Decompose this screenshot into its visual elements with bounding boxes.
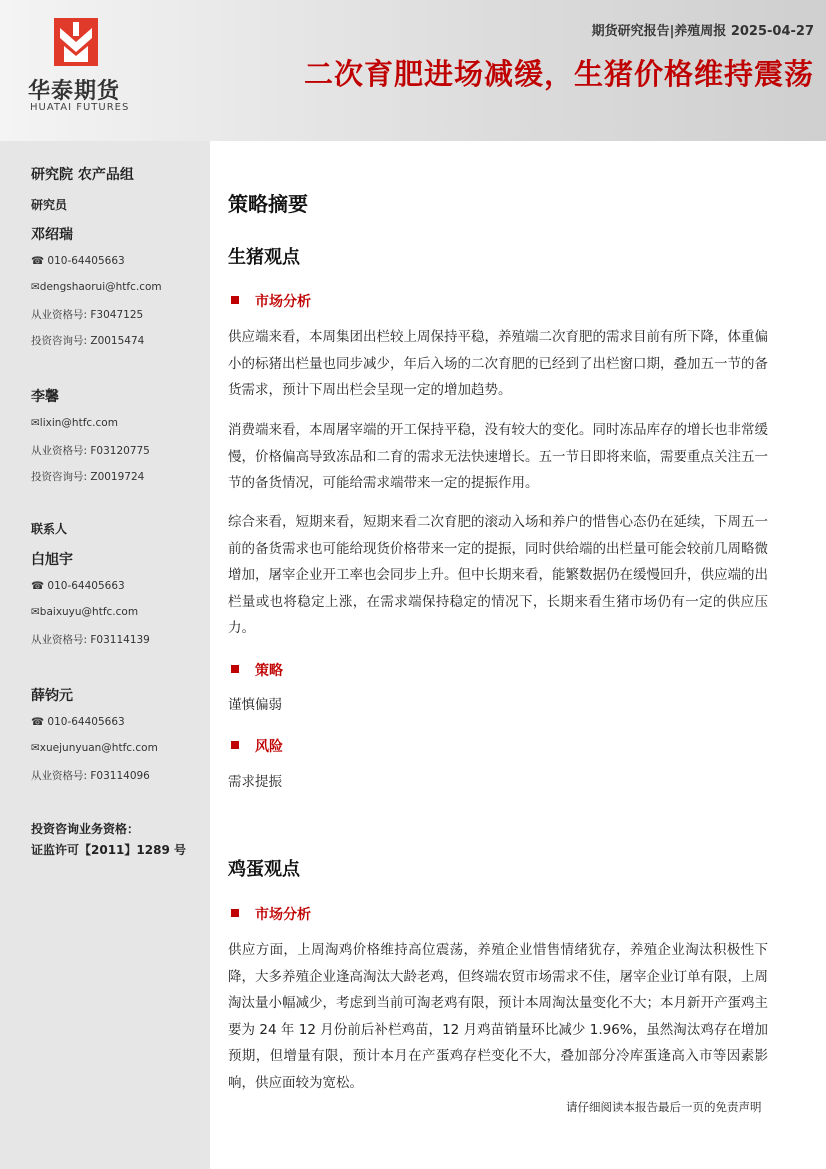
researcher-label: 研究员 <box>31 198 68 212</box>
pig-market-heading <box>231 291 311 311</box>
pig-strategy-text: 谨慎偏弱 <box>228 697 282 713</box>
contact-email: ✉xuejunyuan@htfc.com <box>31 742 158 754</box>
author-sidebar <box>0 141 210 1169</box>
square-bullet-icon <box>231 741 239 749</box>
summary-title: 策略摘要 <box>228 192 308 216</box>
contact-license: 从业资格号: F03114096 <box>31 770 150 782</box>
qualification-title: 投资咨询业务资格： <box>31 822 140 836</box>
author-consult-license: 投资咨询号: Z0019724 <box>31 471 145 483</box>
report-meta: 期货研究报告|养殖周报 2025-04-27 <box>591 24 814 39</box>
pig-section-title: 生猪观点 <box>228 247 300 268</box>
company-logo <box>28 18 138 118</box>
disclaimer-note: 请仔细阅读本报告最后一页的免责声明 <box>566 1100 762 1114</box>
egg-section-title: 鸡蛋观点 <box>228 859 300 880</box>
heading-label: 风险 <box>255 739 283 755</box>
qualification-license: 证监许可【2011】1289 号 <box>31 843 186 857</box>
heading-label: 市场分析 <box>255 294 311 310</box>
pig-risk-heading <box>231 736 283 756</box>
heading-label: 市场分析 <box>255 907 311 923</box>
author-license: 从业资格号: F03120775 <box>31 445 150 457</box>
heading-label: 策略 <box>255 663 283 679</box>
department: 研究院 农产品组 <box>31 167 134 183</box>
pig-risk-text: 需求提振 <box>228 774 282 790</box>
contact-email: ✉baixuyu@htfc.com <box>31 606 139 618</box>
pig-paragraph-supply: 供应端来看，本周集团出栏较上周保持平稳，养殖端二次育肥的需求目前有所下降，体重偏小的标猪出栏量也同步减少，年后入场的二次育肥的已经到了出栏窗口期，叠加五一节的备货需求，预计下周出栏会呈现一定的增加趋势。 <box>228 329 768 398</box>
author-license: 从业资格号: F3047125 <box>31 309 144 321</box>
logo-chinese-name: 华泰期货 <box>28 79 121 104</box>
egg-paragraph-supply: 供应方面，上周淘鸡价格维持高位震荡，养殖企业惜售情绪犹存，养殖企业淘汰积极性下降，大多养殖企业逢高淘汰大龄老鸡，但终端农贸市场需求不佳，屠宰企业订单有限，上周淘汰量小幅减少，考虑到当前可淘老鸡有限，预计本周淘汰量变化不大；本月新开产蛋鸡主要为 24 年 12 月份前后补栏鸡苗，12 月鸡苗销量环比减少 1.96%，虽然淘汰鸡存在增加预期，但增量有限，预计本月在产蛋鸡存栏变化不大，叠加部分冷库蛋逢高入市等因素影响，供应面较为宽松。 <box>228 942 768 1091</box>
author-consult-license: 投资咨询号: Z0015474 <box>31 335 145 347</box>
pig-strategy-heading <box>231 660 283 680</box>
author-name: 邓绍瑞 <box>31 227 73 243</box>
report-title: 二次育肥进场减缓，生猪价格维持震荡 <box>303 57 814 91</box>
author-phone: ☎ 010-64405663 <box>31 255 125 267</box>
report-header <box>0 0 826 141</box>
square-bullet-icon <box>231 665 239 673</box>
pig-paragraph-summary: 综合来看，短期来看，短期来看二次育肥的滚动入场和养户的惜售心态仍在延续，下周五一前的备货需求也可能给现货价格带来一定的提振，同时供给端的出栏量可能会较前几周略微增加，屠宰企业开工率也会同步上升。但中长期来看，能繁数据仍在缓慢回升，供应端的出栏量或也将稳定上涨，在需求端保持稳定的情况下，长期来看生猪市场仍有一定的供应压力。 <box>228 514 768 636</box>
huatai-logo-icon <box>54 18 98 66</box>
pig-paragraph-demand: 消费端来看，本周屠宰端的开工保持平稳，没有较大的变化。同时冻品库存的增长也非常缓慢，价格偏高导致冻品和二育的需求无法快速增长。五一节日即将来临，需要重点关注五一节的备货情况，可能给需求端带来一定的提振作用。 <box>228 422 768 491</box>
author-email: ✉dengshaorui@htfc.com <box>31 281 162 293</box>
author-email: ✉lixin@htfc.com <box>31 417 118 429</box>
contact-phone: ☎ 010-64405663 <box>31 716 125 728</box>
contact-name: 薛钧元 <box>31 688 73 704</box>
contact-name: 白旭宇 <box>31 552 73 568</box>
square-bullet-icon <box>231 909 239 917</box>
square-bullet-icon <box>231 296 239 304</box>
contact-license: 从业资格号: F03114139 <box>31 634 150 646</box>
contact-phone: ☎ 010-64405663 <box>31 580 125 592</box>
logo-english-name: HUATAI FUTURES <box>30 102 130 113</box>
author-name: 李馨 <box>31 389 59 405</box>
egg-market-heading <box>231 904 311 924</box>
contact-label: 联系人 <box>31 522 68 536</box>
